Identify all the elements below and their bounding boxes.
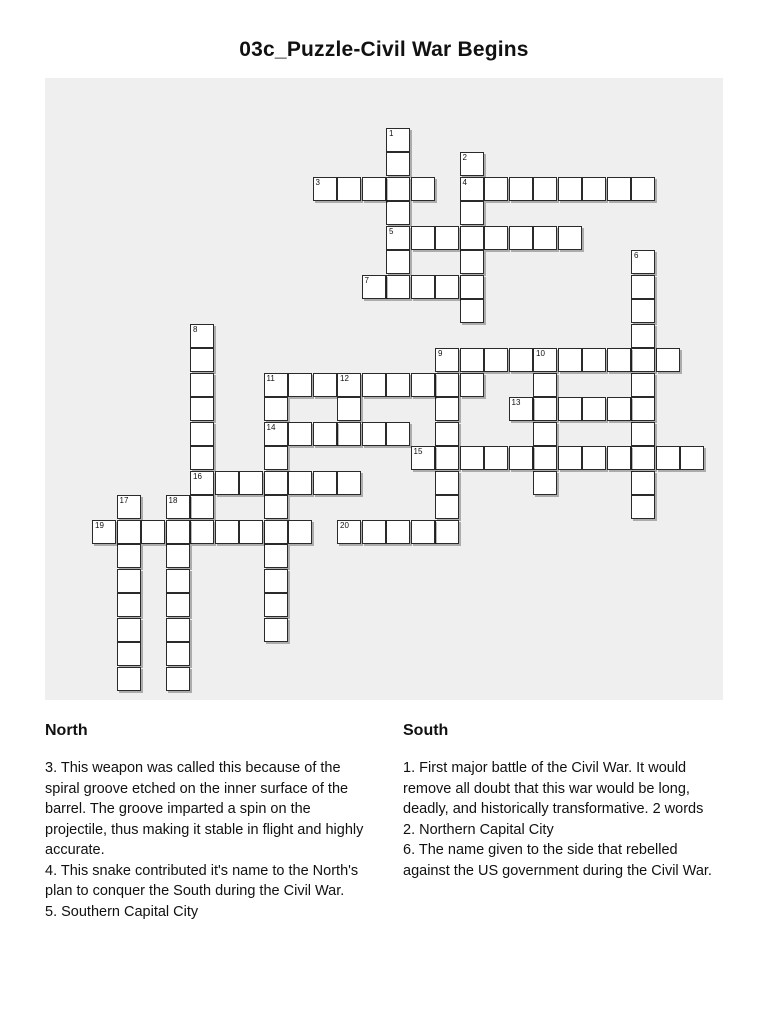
crossword-cell[interactable] — [362, 373, 386, 397]
crossword-cell[interactable] — [582, 397, 606, 421]
crossword-grid — [45, 78, 723, 700]
crossword-cell[interactable] — [509, 226, 533, 250]
crossword-cell[interactable] — [460, 250, 484, 274]
crossword-cell[interactable] — [386, 275, 410, 299]
crossword-cell[interactable] — [631, 495, 655, 519]
crossword-cell[interactable] — [558, 446, 582, 470]
crossword-cell[interactable] — [656, 348, 680, 372]
clue-north-3: 3. This weapon was called this because of the spiral groove etched on the inner surface of the barrel. The groove imparted a spin on the projectile, thus making it stable in flight and highly accurate. — [45, 760, 364, 858]
crossword-cell[interactable] — [166, 520, 190, 544]
crossword-cell[interactable] — [533, 446, 557, 470]
crossword-cell[interactable] — [264, 520, 288, 544]
crossword-cell[interactable] — [411, 373, 435, 397]
crossword-cell[interactable] — [166, 618, 190, 642]
crossword-cell[interactable] — [631, 397, 655, 421]
crossword-cell[interactable] — [460, 177, 484, 201]
crossword-cell[interactable] — [460, 348, 484, 372]
crossword-cell[interactable] — [631, 446, 655, 470]
crossword-cell[interactable] — [117, 593, 141, 617]
crossword-cell[interactable] — [288, 520, 312, 544]
crossword-cell[interactable] — [411, 177, 435, 201]
crossword-cell[interactable] — [582, 177, 606, 201]
crossword-cell[interactable] — [435, 397, 459, 421]
crossword-cell[interactable] — [117, 642, 141, 666]
crossword-cell[interactable] — [558, 226, 582, 250]
crossword-cell[interactable] — [435, 495, 459, 519]
crossword-cell[interactable] — [435, 422, 459, 446]
crossword-grid-area — [45, 78, 723, 700]
crossword-cell[interactable] — [264, 397, 288, 421]
crossword-cell[interactable] — [435, 471, 459, 495]
crossword-cell[interactable] — [558, 348, 582, 372]
crossword-cell[interactable] — [460, 446, 484, 470]
crossword-cell[interactable] — [239, 471, 263, 495]
crossword-cell[interactable] — [533, 373, 557, 397]
crossword-cell[interactable] — [460, 373, 484, 397]
crossword-cell[interactable] — [264, 471, 288, 495]
crossword-cell[interactable] — [607, 446, 631, 470]
crossword-cell[interactable] — [264, 446, 288, 470]
cell-number: 9 — [438, 349, 443, 358]
crossword-cell[interactable] — [509, 397, 533, 421]
clue-south-1: 1. First major battle of the Civil War. It would remove all doubt that this war would be long, deadly, and historically transformative. 2 words — [403, 760, 704, 817]
crossword-cell[interactable] — [288, 373, 312, 397]
crossword-cell[interactable] — [386, 201, 410, 225]
clue-heading-south: South — [403, 722, 449, 739]
crossword-cell[interactable] — [631, 373, 655, 397]
cell-number: 13 — [511, 398, 521, 407]
crossword-cell[interactable] — [460, 226, 484, 250]
crossword-cell[interactable] — [190, 446, 214, 470]
crossword-cell[interactable] — [166, 642, 190, 666]
crossword-cell[interactable] — [92, 520, 116, 544]
crossword-cell[interactable] — [117, 544, 141, 568]
crossword-cell[interactable] — [264, 373, 288, 397]
crossword-cell[interactable] — [484, 226, 508, 250]
crossword-cell[interactable] — [607, 177, 631, 201]
crossword-cell[interactable] — [460, 201, 484, 225]
crossword-cell[interactable] — [190, 495, 214, 519]
crossword-cell[interactable] — [337, 520, 361, 544]
crossword-cell[interactable] — [582, 348, 606, 372]
crossword-cell[interactable] — [631, 250, 655, 274]
crossword-cell[interactable] — [337, 373, 361, 397]
crossword-cell[interactable] — [631, 275, 655, 299]
crossword-cell[interactable] — [337, 422, 361, 446]
crossword-cell[interactable] — [313, 177, 337, 201]
crossword-cell[interactable] — [533, 422, 557, 446]
crossword-cell[interactable] — [362, 177, 386, 201]
crossword-cell[interactable] — [484, 177, 508, 201]
crossword-cell[interactable] — [607, 397, 631, 421]
crossword-cell[interactable] — [190, 324, 214, 348]
cell-number: 19 — [95, 520, 104, 530]
crossword-cell[interactable] — [460, 152, 484, 176]
crossword-cell[interactable] — [117, 618, 141, 642]
cell-number: 14 — [266, 422, 276, 432]
crossword-cell[interactable] — [362, 520, 386, 544]
crossword-cell[interactable] — [313, 471, 337, 495]
crossword-cell[interactable] — [190, 373, 214, 397]
crossword-cell[interactable] — [411, 275, 435, 299]
crossword-cell[interactable] — [607, 348, 631, 372]
crossword-cell[interactable] — [656, 446, 680, 470]
crossword-cell[interactable] — [117, 569, 141, 593]
crossword-cell[interactable] — [215, 520, 239, 544]
crossword-cell[interactable] — [190, 348, 214, 372]
crossword-cell[interactable] — [484, 446, 508, 470]
crossword-cell[interactable] — [239, 520, 263, 544]
crossword-cell[interactable] — [411, 520, 435, 544]
crossword-cell[interactable] — [386, 422, 410, 446]
crossword-cell[interactable] — [631, 299, 655, 323]
crossword-cell[interactable] — [264, 544, 288, 568]
cell-number: 2 — [462, 153, 467, 162]
crossword-cell[interactable] — [264, 569, 288, 593]
puzzle-title: 03c_Puzzle-Civil War Begins — [239, 38, 529, 61]
crossword-cell[interactable] — [631, 471, 655, 495]
crossword-cell[interactable] — [264, 618, 288, 642]
crossword-cell[interactable] — [264, 495, 288, 519]
crossword-cell[interactable] — [386, 226, 410, 250]
crossword-cell[interactable] — [166, 544, 190, 568]
crossword-cell[interactable] — [386, 128, 410, 152]
crossword-cell[interactable] — [190, 397, 214, 421]
crossword-cell[interactable] — [190, 520, 214, 544]
cell-number: 16 — [193, 471, 202, 481]
crossword-cell[interactable] — [141, 520, 165, 544]
crossword-cell[interactable] — [337, 471, 361, 495]
crossword-cell[interactable] — [190, 471, 214, 495]
cell-number: 5 — [389, 226, 394, 236]
crossword-cell[interactable] — [631, 422, 655, 446]
cell-number: 12 — [340, 373, 349, 383]
crossword-cell[interactable] — [460, 275, 484, 299]
crossword-cell[interactable] — [509, 177, 533, 201]
crossword-cell[interactable] — [533, 226, 557, 250]
crossword-cell[interactable] — [313, 373, 337, 397]
crossword-cell[interactable] — [190, 422, 214, 446]
crossword-cell[interactable] — [166, 593, 190, 617]
crossword-cell[interactable] — [435, 348, 459, 372]
crossword-cell[interactable] — [117, 495, 141, 519]
crossword-cell[interactable] — [313, 422, 337, 446]
crossword-cell[interactable] — [337, 397, 361, 421]
cell-number: 10 — [536, 349, 545, 358]
crossword-cell[interactable] — [680, 446, 704, 470]
cell-number: 4 — [462, 177, 467, 187]
crossword-cell[interactable] — [435, 520, 459, 544]
cell-number: 15 — [413, 447, 423, 456]
crossword-cell[interactable] — [509, 348, 533, 372]
cell-number: 8 — [193, 324, 198, 334]
crossword-cell[interactable] — [533, 177, 557, 201]
crossword-cell[interactable] — [386, 250, 410, 274]
crossword-cell[interactable] — [362, 422, 386, 446]
crossword-cell[interactable] — [484, 348, 508, 372]
crossword-cell[interactable] — [264, 593, 288, 617]
clue-north-5: 5. Southern Capital City — [45, 903, 199, 920]
crossword-cell[interactable] — [215, 471, 239, 495]
cell-number: 3 — [315, 177, 320, 187]
crossword-cell[interactable] — [558, 177, 582, 201]
crossword-cell[interactable] — [362, 275, 386, 299]
crossword-cell[interactable] — [631, 177, 655, 201]
crossword-cell[interactable] — [264, 422, 288, 446]
crossword-cell[interactable] — [386, 152, 410, 176]
crossword-cell[interactable] — [582, 446, 606, 470]
crossword-cell[interactable] — [411, 446, 435, 470]
cell-number: 17 — [119, 496, 129, 505]
clue-heading-north: North — [45, 722, 88, 739]
crossword-cell[interactable] — [435, 275, 459, 299]
crossword-cell[interactable] — [533, 471, 557, 495]
crossword-cell[interactable] — [288, 471, 312, 495]
crossword-cell[interactable] — [386, 373, 410, 397]
crossword-cell[interactable] — [337, 177, 361, 201]
crossword-cell[interactable] — [460, 299, 484, 323]
clue-column-north — [45, 722, 375, 922]
clue-south-2: 2. Northern Capital City — [403, 821, 554, 838]
crossword-cell[interactable] — [117, 667, 141, 691]
crossword-cell[interactable] — [288, 422, 312, 446]
crossword-cell[interactable] — [435, 226, 459, 250]
crossword-cell[interactable] — [435, 446, 459, 470]
clue-column-south — [403, 722, 723, 881]
crossword-cell[interactable] — [117, 520, 141, 544]
cell-number: 6 — [634, 251, 639, 260]
crossword-cell[interactable] — [631, 324, 655, 348]
crossword-cell[interactable] — [533, 397, 557, 421]
clue-south-6: 6. The name given to the side that rebelled against the US government during the Civil War. — [403, 842, 712, 879]
crossword-cell[interactable] — [166, 569, 190, 593]
cell-number: 1 — [389, 128, 394, 138]
crossword-cell[interactable] — [386, 520, 410, 544]
crossword-cell[interactable] — [533, 348, 557, 372]
crossword-cell[interactable] — [411, 226, 435, 250]
crossword-cell[interactable] — [631, 348, 655, 372]
crossword-cell[interactable] — [435, 373, 459, 397]
crossword-cell[interactable] — [386, 177, 410, 201]
clue-north-4: 4. This snake contributed it's name to the North's plan to conquer the South during the Civil War. — [45, 862, 359, 899]
cell-number: 7 — [364, 275, 369, 285]
cell-number: 11 — [266, 373, 275, 383]
cell-number: 18 — [168, 496, 178, 505]
cell-number: 20 — [340, 520, 349, 530]
crossword-cell[interactable] — [166, 495, 190, 519]
crossword-cell[interactable] — [558, 397, 582, 421]
crossword-cell[interactable] — [509, 446, 533, 470]
crossword-cell[interactable] — [166, 667, 190, 691]
